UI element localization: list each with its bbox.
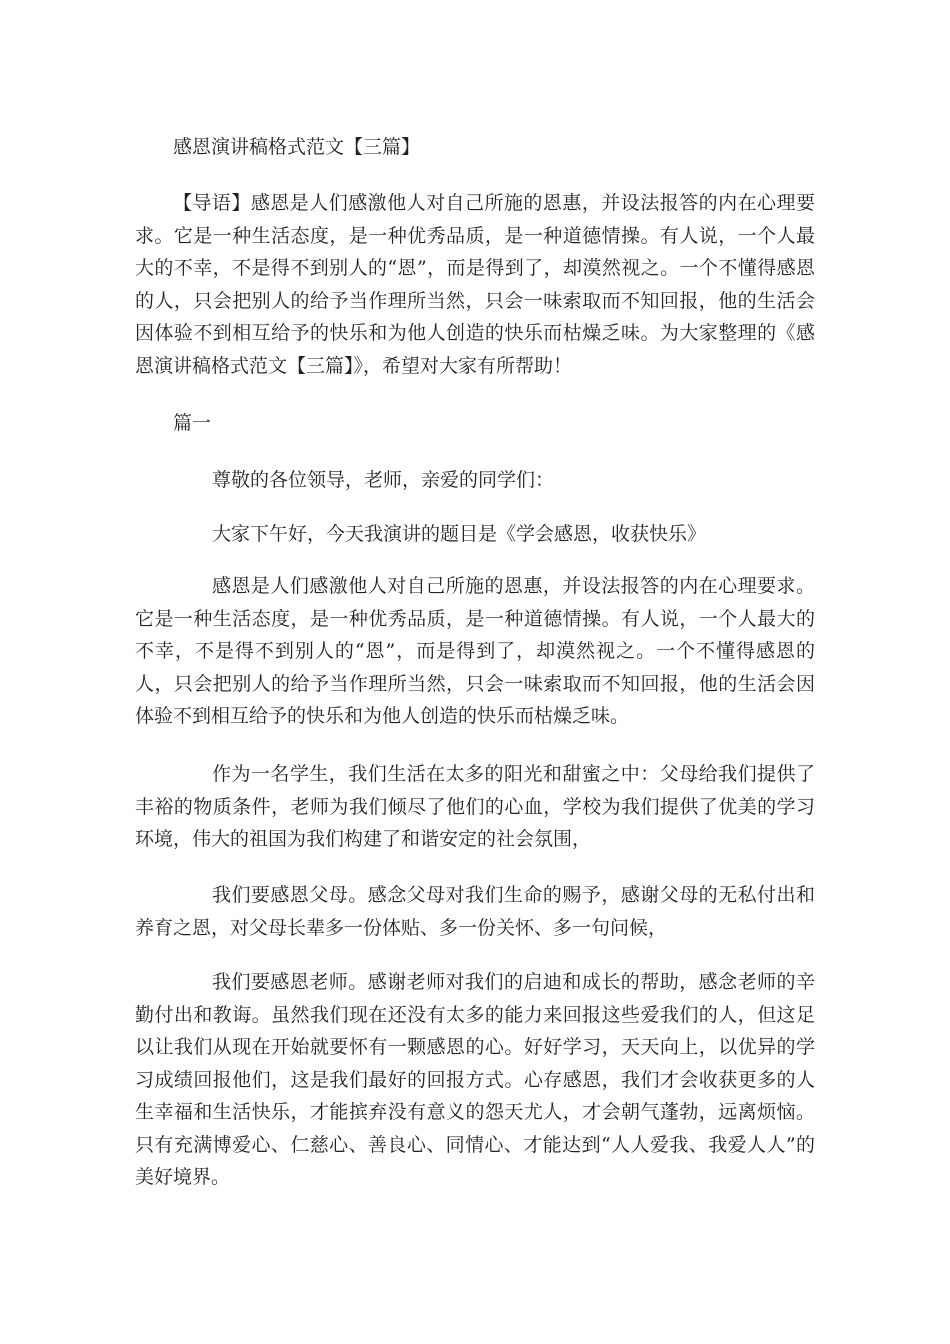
greeting: 大家下午好，今天我演讲的题目是《学会感恩，收获快乐》 xyxy=(212,523,707,545)
document-title: 感恩演讲稿格式范文【三篇】 xyxy=(173,136,421,158)
body-paragraph: 作为一名学生，我们生活在太多的阳光和甜蜜之中：父母给我们提供了丰裕的物质条件，老师为我们倾尽了他们的心血，学校为我们提供了优美的学习环境，伟大的祖国为我们构建了和谐安定的社会氛围， xyxy=(135,763,815,850)
body-paragraph: 我们要感恩老师。感谢老师对我们的启迪和成长的帮助，感念老师的辛勤付出和教诲。虽然我们现在还没有太多的能力来回报这些爱我们的人，但这足以让我们从现在开始就要怀有一颗感恩的心。好好学习，天天向上，以优异的学习成绩回报他们，这是我们最好的回报方式。心存感恩，我们才会收获更多的人生幸福和生活快乐，才能摈弃没有意义的怨天尤人，才会朝气蓬勃，远离烦恼。只有充满博爱心、仁慈心、善良心、同情心、才能达到“人人爱我、我爱人人”的美好境界。 xyxy=(135,971,815,1188)
body-paragraph: 我们要感恩父母。感念父母对我们生命的赐予，感谢父母的无私付出和养育之恩，对父母长辈多一份体贴、多一份关怀、多一句问候， xyxy=(135,884,815,939)
intro-paragraph: 【导语】感恩是人们感激他人对自己所施的恩惠，并设法报答的内在心理要求。它是一种生活态度，是一种优秀品质，是一种道德情操。有人说，一个人最大的不幸，不是得不到别人的“恩”，而是得到了，却漠然视之。一个不懂得感恩的人，只会把别人的给予当作理所当然，只会一味索取而不知回报，他的生活会因体验不到相互给予的快乐和为他人创造的快乐而枯燥乏味。为大家整理的《感恩演讲稿格式范文【三篇】》，希望对大家有所帮助！ xyxy=(135,192,815,377)
section-label: 篇一 xyxy=(173,412,212,434)
salutation: 尊敬的各位领导，老师，亲爱的同学们： xyxy=(212,469,555,491)
body-paragraph: 感恩是人们感激他人对自己所施的恩惠，并设法报答的内在心理要求。它是一种生活态度，是一种优秀品质，是一种道德情操。有人说，一个人最大的不幸，不是得不到别人的“恩”，而是得到了，却漠然视之。一个不懂得感恩的人，只会把别人的给予当作理所当然，只会一味索取而不知回报，他的生活会因体验不到相互给予的快乐和为他人创造的快乐而枯燥乏味。 xyxy=(135,575,815,727)
